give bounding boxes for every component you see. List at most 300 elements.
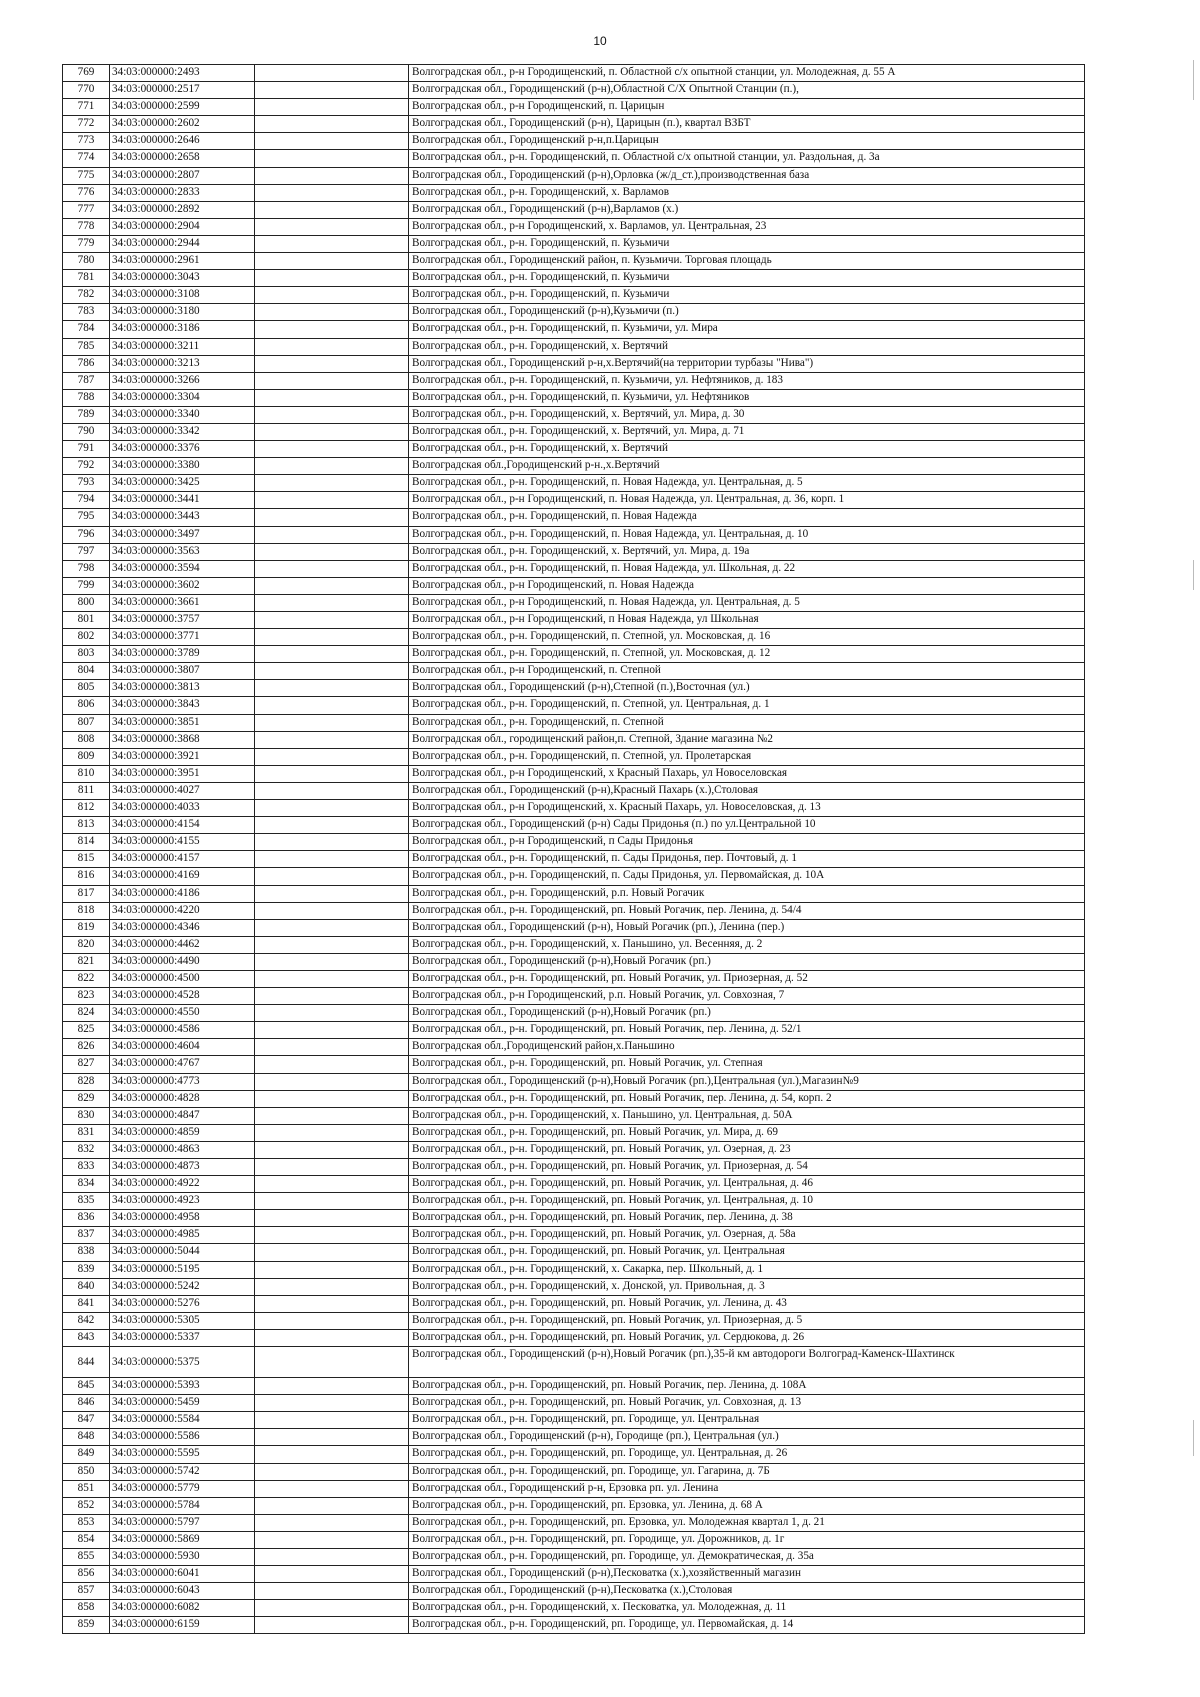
row-number-cell: 856 <box>63 1566 110 1583</box>
cadastral-number-cell: 34:03:000000:4586 <box>110 1022 255 1039</box>
row-number-cell: 772 <box>63 116 110 133</box>
empty-cell <box>255 1514 409 1531</box>
empty-cell <box>255 509 409 526</box>
row-number-cell: 827 <box>63 1056 110 1073</box>
address-cell: Волгоградская обл., р-н. Городищенский, п. Новая Надежда, ул. Центральная, д. 10 <box>409 526 1085 543</box>
cadastral-number-cell: 34:03:000000:4033 <box>110 800 255 817</box>
table-row <box>63 902 1085 919</box>
empty-cell <box>255 953 409 970</box>
cadastral-number-cell: 34:03:000000:2892 <box>110 201 255 218</box>
cadastral-number-cell: 34:03:000000:6041 <box>110 1566 255 1583</box>
empty-cell <box>255 646 409 663</box>
table-row <box>63 629 1085 646</box>
address-cell: Волгоградская обл., Городищенский (р-н),Кузьмичи (п.) <box>409 304 1085 321</box>
cadastral-number-cell: 34:03:000000:2658 <box>110 150 255 167</box>
table-row <box>63 919 1085 936</box>
cadastral-number-cell: 34:03:000000:5195 <box>110 1261 255 1278</box>
cadastral-number-cell: 34:03:000000:3180 <box>110 304 255 321</box>
address-cell: Волгоградская обл., р-н. Городищенский, рп. Городище, ул. Демократическая, д. 35а <box>409 1548 1085 1565</box>
address-cell: Волгоградская обл., р-н. Городищенский, рп. Городище, ул. Гагарина, д. 7Б <box>409 1463 1085 1480</box>
address-cell: Волгоградская обл.,Городищенский район,х.Паньшино <box>409 1039 1085 1056</box>
row-number-cell: 802 <box>63 629 110 646</box>
cadastral-number-cell: 34:03:000000:3868 <box>110 731 255 748</box>
cadastral-number-cell: 34:03:000000:4923 <box>110 1193 255 1210</box>
table-row <box>63 1124 1085 1141</box>
empty-cell <box>255 1583 409 1600</box>
row-number-cell: 842 <box>63 1312 110 1329</box>
empty-cell <box>255 817 409 834</box>
cadastral-number-cell: 34:03:000000:5930 <box>110 1548 255 1565</box>
row-number-cell: 788 <box>63 389 110 406</box>
address-cell: Волгоградская обл., р-н. Городищенский, х. Вертячий <box>409 441 1085 458</box>
row-number-cell: 821 <box>63 953 110 970</box>
table-row <box>63 1378 1085 1395</box>
cadastral-number-cell: 34:03:000000:4186 <box>110 885 255 902</box>
table-row <box>63 389 1085 406</box>
row-number-cell: 781 <box>63 270 110 287</box>
cadastral-number-cell: 34:03:000000:5586 <box>110 1429 255 1446</box>
cadastral-number-cell: 34:03:000000:3771 <box>110 629 255 646</box>
empty-cell <box>255 834 409 851</box>
empty-cell <box>255 133 409 150</box>
cadastral-number-cell: 34:03:000000:3921 <box>110 748 255 765</box>
address-cell: Волгоградская обл., Городищенский (р-н) Сады Придонья (п.) по ул.Центральной 10 <box>409 817 1085 834</box>
empty-cell <box>255 235 409 252</box>
table-row <box>63 1176 1085 1193</box>
empty-cell <box>255 714 409 731</box>
table-row <box>63 406 1085 423</box>
table-row <box>63 560 1085 577</box>
address-cell: Волгоградская обл., р-н. Городищенский, х. Сакарка, пер. Школьный, д. 1 <box>409 1261 1085 1278</box>
address-cell: Волгоградская обл., р-н Городищенский, п. Царицын <box>409 99 1085 116</box>
cadastral-number-cell: 34:03:000000:2961 <box>110 253 255 270</box>
empty-cell <box>255 1497 409 1514</box>
table-row <box>63 253 1085 270</box>
address-cell: Волгоградская обл., Городищенский (р-н),Новый Рогачик (рп.),35-й км автодороги Волгоград-Каменск-Шахтинск <box>409 1347 1085 1378</box>
row-number-cell: 853 <box>63 1514 110 1531</box>
cadastral-number-cell: 34:03:000000:4985 <box>110 1227 255 1244</box>
table-row <box>63 133 1085 150</box>
cadastral-number-cell: 34:03:000000:4157 <box>110 851 255 868</box>
empty-cell <box>255 1244 409 1261</box>
address-cell: Волгоградская обл., р-н. Городищенский, рп. Новый Рогачик, пер. Ленина, д. 54, корп. 2 <box>409 1090 1085 1107</box>
address-cell: Волгоградская обл., р-н. Городищенский, рп. Новый Рогачик, пер. Ленина, д. 52/1 <box>409 1022 1085 1039</box>
empty-cell <box>255 218 409 235</box>
address-cell: Волгоградская обл., р-н. Городищенский, п. Сады Придонья, пер. Почтовый, д. 1 <box>409 851 1085 868</box>
scan-edge-mark <box>1193 1420 1194 1456</box>
table-row <box>63 1039 1085 1056</box>
address-cell: Волгоградская обл., р-н. Городищенский, рп. Новый Рогачик, пер. Ленина, д. 38 <box>409 1210 1085 1227</box>
address-cell: Волгоградская обл., р-н. Городищенский, рп. Новый Рогачик, ул. Сердюкова, д. 26 <box>409 1329 1085 1346</box>
row-number-cell: 793 <box>63 475 110 492</box>
row-number-cell: 846 <box>63 1395 110 1412</box>
address-cell: Волгоградская обл., р-н. Городищенский, п. Степной <box>409 714 1085 731</box>
empty-cell <box>255 116 409 133</box>
table-row <box>63 1412 1085 1429</box>
empty-cell <box>255 800 409 817</box>
cadastral-number-cell: 34:03:000000:3213 <box>110 355 255 372</box>
cadastral-number-cell: 34:03:000000:5242 <box>110 1278 255 1295</box>
row-number-cell: 854 <box>63 1531 110 1548</box>
empty-cell <box>255 629 409 646</box>
cadastral-number-cell: 34:03:000000:5375 <box>110 1347 255 1378</box>
empty-cell <box>255 1159 409 1176</box>
cadastral-number-cell: 34:03:000000:5305 <box>110 1312 255 1329</box>
cadastral-number-cell: 34:03:000000:2602 <box>110 116 255 133</box>
row-number-cell: 778 <box>63 218 110 235</box>
row-number-cell: 769 <box>63 65 110 82</box>
empty-cell <box>255 1347 409 1378</box>
table-row <box>63 1617 1085 1634</box>
row-number-cell: 774 <box>63 150 110 167</box>
row-number-cell: 859 <box>63 1617 110 1634</box>
cadastral-number-cell: 34:03:000000:4154 <box>110 817 255 834</box>
empty-cell <box>255 287 409 304</box>
row-number-cell: 823 <box>63 988 110 1005</box>
table-row <box>63 988 1085 1005</box>
row-number-cell: 799 <box>63 577 110 594</box>
row-number-cell: 773 <box>63 133 110 150</box>
row-number-cell: 847 <box>63 1412 110 1429</box>
address-cell: Волгоградская обл., р-н. Городищенский, п. Областной с/х опытной станции, ул. Раздольная, д. 3а <box>409 150 1085 167</box>
row-number-cell: 770 <box>63 82 110 99</box>
cadastral-number-cell: 34:03:000000:4169 <box>110 868 255 885</box>
row-number-cell: 857 <box>63 1583 110 1600</box>
row-number-cell: 777 <box>63 201 110 218</box>
empty-cell <box>255 372 409 389</box>
row-number-cell: 851 <box>63 1480 110 1497</box>
cadastral-number-cell: 34:03:000000:5595 <box>110 1446 255 1463</box>
row-number-cell: 843 <box>63 1329 110 1346</box>
table-row <box>63 782 1085 799</box>
row-number-cell: 789 <box>63 406 110 423</box>
table-row <box>63 1261 1085 1278</box>
table-row <box>63 1073 1085 1090</box>
row-number-cell: 779 <box>63 235 110 252</box>
empty-cell <box>255 988 409 1005</box>
address-cell: Волгоградская обл., р-н. Городищенский, п. Кузьмичи, ул. Мира <box>409 321 1085 338</box>
address-cell: Волгоградская обл., р-н. Городищенский, п. Новая Надежда, ул. Центральная, д. 5 <box>409 475 1085 492</box>
empty-cell <box>255 594 409 611</box>
table-row <box>63 748 1085 765</box>
table-row <box>63 338 1085 355</box>
address-cell: Волгоградская обл., р-н Городищенский, р.п. Новый Рогачик, ул. Совхозная, 7 <box>409 988 1085 1005</box>
cadastral-number-cell: 34:03:000000:3843 <box>110 697 255 714</box>
address-cell: Волгоградская обл., р-н Городищенский, п. Степной <box>409 663 1085 680</box>
row-number-cell: 840 <box>63 1278 110 1295</box>
address-cell: Волгоградская обл., р-н. Городищенский, рп. Новый Рогачик, ул. Приозерная, д. 5 <box>409 1312 1085 1329</box>
empty-cell <box>255 1600 409 1617</box>
table-row <box>63 321 1085 338</box>
table-row <box>63 834 1085 851</box>
address-cell: Волгоградская обл., р-н. Городищенский, рп. Новый Рогачик, ул. Центральная <box>409 1244 1085 1261</box>
empty-cell <box>255 902 409 919</box>
address-cell: Волгоградская обл., р-н. Городищенский, п. Новая Надежда, ул. Школьная, д. 22 <box>409 560 1085 577</box>
table-row <box>63 1244 1085 1261</box>
row-number-cell: 819 <box>63 919 110 936</box>
table-row <box>63 99 1085 116</box>
cadastral-number-cell: 34:03:000000:6159 <box>110 1617 255 1634</box>
empty-cell <box>255 65 409 82</box>
table-row <box>63 1141 1085 1158</box>
empty-cell <box>255 663 409 680</box>
cadastral-number-cell: 34:03:000000:5779 <box>110 1480 255 1497</box>
empty-cell <box>255 936 409 953</box>
table-row <box>63 817 1085 834</box>
row-number-cell: 798 <box>63 560 110 577</box>
row-number-cell: 858 <box>63 1600 110 1617</box>
cadastral-number-cell: 34:03:000000:3304 <box>110 389 255 406</box>
row-number-cell: 785 <box>63 338 110 355</box>
row-number-cell: 829 <box>63 1090 110 1107</box>
cadastral-number-cell: 34:03:000000:4550 <box>110 1005 255 1022</box>
row-number-cell: 826 <box>63 1039 110 1056</box>
row-number-cell: 805 <box>63 680 110 697</box>
cadastral-number-cell: 34:03:000000:6082 <box>110 1600 255 1617</box>
table-row <box>63 936 1085 953</box>
row-number-cell: 801 <box>63 612 110 629</box>
address-cell: Волгоградская обл., р-н. Городищенский, п. Кузьмичи <box>409 235 1085 252</box>
row-number-cell: 836 <box>63 1210 110 1227</box>
empty-cell <box>255 526 409 543</box>
empty-cell <box>255 150 409 167</box>
address-cell: Волгоградская обл., р-н. Городищенский, х. Варламов <box>409 184 1085 201</box>
cadastral-number-cell: 34:03:000000:5337 <box>110 1329 255 1346</box>
table-row <box>63 1022 1085 1039</box>
row-number-cell: 791 <box>63 441 110 458</box>
empty-cell <box>255 1617 409 1634</box>
row-number-cell: 838 <box>63 1244 110 1261</box>
table-row <box>63 1600 1085 1617</box>
cadastral-number-cell: 34:03:000000:3813 <box>110 680 255 697</box>
cadastral-number-cell: 34:03:000000:4863 <box>110 1141 255 1158</box>
cadastral-number-cell: 34:03:000000:2493 <box>110 65 255 82</box>
table-row <box>63 1329 1085 1346</box>
table-row <box>63 441 1085 458</box>
row-number-cell: 808 <box>63 731 110 748</box>
table-row <box>63 270 1085 287</box>
cadastral-number-cell: 34:03:000000:3807 <box>110 663 255 680</box>
empty-cell <box>255 1395 409 1412</box>
empty-cell <box>255 99 409 116</box>
row-number-cell: 825 <box>63 1022 110 1039</box>
empty-cell <box>255 885 409 902</box>
empty-cell <box>255 270 409 287</box>
cadastral-number-cell: 34:03:000000:2807 <box>110 167 255 184</box>
table-row <box>63 1090 1085 1107</box>
row-number-cell: 790 <box>63 423 110 440</box>
empty-cell <box>255 1039 409 1056</box>
cadastral-number-cell: 34:03:000000:3266 <box>110 372 255 389</box>
row-number-cell: 830 <box>63 1107 110 1124</box>
table-row <box>63 868 1085 885</box>
table-row <box>63 1429 1085 1446</box>
cadastral-number-cell: 34:03:000000:4859 <box>110 1124 255 1141</box>
empty-cell <box>255 748 409 765</box>
cadastral-number-cell: 34:03:000000:4873 <box>110 1159 255 1176</box>
table-row <box>63 697 1085 714</box>
row-number-cell: 814 <box>63 834 110 851</box>
cadastral-number-cell: 34:03:000000:2517 <box>110 82 255 99</box>
row-number-cell: 792 <box>63 458 110 475</box>
row-number-cell: 804 <box>63 663 110 680</box>
empty-cell <box>255 1124 409 1141</box>
empty-cell <box>255 321 409 338</box>
address-cell: Волгоградская обл., р-н. Городищенский, п. Степной, ул. Московская, д. 16 <box>409 629 1085 646</box>
row-number-cell: 809 <box>63 748 110 765</box>
address-cell: Волгоградская обл., Городищенский (р-н),Песковатка (х.),хозяйственный магазин <box>409 1566 1085 1583</box>
row-number-cell: 783 <box>63 304 110 321</box>
empty-cell <box>255 765 409 782</box>
row-number-cell: 786 <box>63 355 110 372</box>
row-number-cell: 810 <box>63 765 110 782</box>
address-cell: Волгоградская обл., Городищенский (р-н),Красный Пахарь (х.),Столовая <box>409 782 1085 799</box>
table-row <box>63 82 1085 99</box>
address-cell: Волгоградская обл., Городищенский (р-н),Песковатка (х.),Столовая <box>409 1583 1085 1600</box>
address-cell: Волгоградская обл., р-н. Городищенский, рп. Новый Рогачик, ул. Приозерная, д. 52 <box>409 970 1085 987</box>
address-cell: Волгоградская обл., р-н. Городищенский, х. Донской, ул. Привольная, д. 3 <box>409 1278 1085 1295</box>
empty-cell <box>255 1141 409 1158</box>
cadastral-number-cell: 34:03:000000:3661 <box>110 594 255 611</box>
row-number-cell: 855 <box>63 1548 110 1565</box>
cadastral-number-cell: 34:03:000000:3342 <box>110 423 255 440</box>
address-cell: Волгоградская обл., р-н Городищенский, п. Областной с/х опытной станции, ул. Молодежная, д. 55 А <box>409 65 1085 82</box>
empty-cell <box>255 543 409 560</box>
cadastral-number-cell: 34:03:000000:4220 <box>110 902 255 919</box>
row-number-cell: 806 <box>63 697 110 714</box>
table-row <box>63 800 1085 817</box>
table-row <box>63 1514 1085 1531</box>
empty-cell <box>255 1073 409 1090</box>
empty-cell <box>255 970 409 987</box>
table-row <box>63 663 1085 680</box>
row-number-cell: 787 <box>63 372 110 389</box>
table-row <box>63 1295 1085 1312</box>
table-row <box>63 1278 1085 1295</box>
row-number-cell: 818 <box>63 902 110 919</box>
cadastral-number-cell: 34:03:000000:2904 <box>110 218 255 235</box>
empty-cell <box>255 1548 409 1565</box>
empty-cell <box>255 919 409 936</box>
table-row <box>63 65 1085 82</box>
cadastral-number-cell: 34:03:000000:3497 <box>110 526 255 543</box>
row-number-cell: 803 <box>63 646 110 663</box>
row-number-cell: 844 <box>63 1347 110 1378</box>
address-cell: Волгоградская обл., р-н. Городищенский, п. Сады Придонья, ул. Первомайская, д. 10А <box>409 868 1085 885</box>
row-number-cell: 795 <box>63 509 110 526</box>
cadastral-number-cell: 34:03:000000:5393 <box>110 1378 255 1395</box>
cadastral-number-cell: 34:03:000000:3757 <box>110 612 255 629</box>
empty-cell <box>255 1210 409 1227</box>
row-number-cell: 834 <box>63 1176 110 1193</box>
table-row <box>63 612 1085 629</box>
table-row <box>63 1446 1085 1463</box>
table-row <box>63 885 1085 902</box>
address-cell: Волгоградская обл., р-н. Городищенский, рп. Новый Рогачик, ул. Озерная, д. 58а <box>409 1227 1085 1244</box>
table-row <box>63 1227 1085 1244</box>
empty-cell <box>255 1531 409 1548</box>
table-row <box>63 851 1085 868</box>
row-number-cell: 812 <box>63 800 110 817</box>
cadastral-number-cell: 34:03:000000:3043 <box>110 270 255 287</box>
address-cell: Волгоградская обл., р-н. Городищенский, рп. Новый Рогачик, ул. Совхозная, д. 13 <box>409 1395 1085 1412</box>
address-cell: Волгоградская обл., Городищенский (р-н),Новый Рогачик (рп.) <box>409 953 1085 970</box>
row-number-cell: 832 <box>63 1141 110 1158</box>
row-number-cell: 816 <box>63 868 110 885</box>
empty-cell <box>255 1566 409 1583</box>
scan-edge-mark <box>1193 560 1194 590</box>
cadastral-number-cell: 34:03:000000:3563 <box>110 543 255 560</box>
cadastral-number-cell: 34:03:000000:6043 <box>110 1583 255 1600</box>
address-cell: Волгоградская обл., р-н. Городищенский, рп. Новый Рогачик, пер. Ленина, д. 108А <box>409 1378 1085 1395</box>
table-row <box>63 475 1085 492</box>
address-cell: Волгоградская обл., Городищенский р-н,п.Царицын <box>409 133 1085 150</box>
empty-cell <box>255 492 409 509</box>
cadastral-number-cell: 34:03:000000:2599 <box>110 99 255 116</box>
table-row <box>63 1548 1085 1565</box>
row-number-cell: 822 <box>63 970 110 987</box>
table-row <box>63 731 1085 748</box>
table-row <box>63 1480 1085 1497</box>
cadastral-number-cell: 34:03:000000:3376 <box>110 441 255 458</box>
address-cell: Волгоградская обл., р-н. Городищенский, рп. Новый Рогачик, ул. Ленина, д. 43 <box>409 1295 1085 1312</box>
empty-cell <box>255 1312 409 1329</box>
empty-cell <box>255 167 409 184</box>
address-cell: Волгоградская обл., р-н. Городищенский, х. Паньшино, ул. Центральная, д. 50А <box>409 1107 1085 1124</box>
cadastral-number-cell: 34:03:000000:4155 <box>110 834 255 851</box>
row-number-cell: 813 <box>63 817 110 834</box>
address-cell: Волгоградская обл., р-н Городищенский, п Сады Придонья <box>409 834 1085 851</box>
cadastral-number-cell: 34:03:000000:5459 <box>110 1395 255 1412</box>
address-cell: Волгоградская обл., р-н. Городищенский, х. Вертячий, ул. Мира, д. 30 <box>409 406 1085 423</box>
empty-cell <box>255 1176 409 1193</box>
address-cell: Волгоградская обл., Городищенский (р-н), Царицын (п.), квартал ВЗБТ <box>409 116 1085 133</box>
empty-cell <box>255 304 409 321</box>
address-cell: Волгоградская обл., р-н. Городищенский, п. Степной, ул. Центральная, д. 1 <box>409 697 1085 714</box>
address-cell: Волгоградская обл., Городищенский р-н,х.Вертячий(на территории турбазы "Нива") <box>409 355 1085 372</box>
table-row <box>63 304 1085 321</box>
row-number-cell: 850 <box>63 1463 110 1480</box>
empty-cell <box>255 338 409 355</box>
empty-cell <box>255 868 409 885</box>
table-row <box>63 116 1085 133</box>
row-number-cell: 828 <box>63 1073 110 1090</box>
empty-cell <box>255 851 409 868</box>
row-number-cell: 831 <box>63 1124 110 1141</box>
empty-cell <box>255 475 409 492</box>
cadastral-number-cell: 34:03:000000:3441 <box>110 492 255 509</box>
cadastral-number-cell: 34:03:000000:3602 <box>110 577 255 594</box>
empty-cell <box>255 82 409 99</box>
table-row <box>63 1107 1085 1124</box>
address-cell: Волгоградская обл., р-н. Городищенский, рп. Городище, ул. Центральная <box>409 1412 1085 1429</box>
cadastral-number-cell: 34:03:000000:3951 <box>110 765 255 782</box>
address-cell: Волгоградская обл., Городищенский (р-н),Областной С/Х Опытной Станции (п.), <box>409 82 1085 99</box>
address-cell: Волгоградская обл., р-н Городищенский, п. Новая Надежда, ул. Центральная, д. 5 <box>409 594 1085 611</box>
cadastral-number-cell: 34:03:000000:3443 <box>110 509 255 526</box>
address-cell: Волгоградская обл., р-н. Городищенский, рп. Новый Рогачик, ул. Центральная, д. 10 <box>409 1193 1085 1210</box>
table-row <box>63 1566 1085 1583</box>
address-cell: Волгоградская обл., р-н. Городищенский, п. Степной, ул. Пролетарская <box>409 748 1085 765</box>
cadastral-number-cell: 34:03:000000:4490 <box>110 953 255 970</box>
address-cell: Волгоградская обл., Городищенский район, п. Кузьмичи. Торговая площадь <box>409 253 1085 270</box>
empty-cell <box>255 201 409 218</box>
row-number-cell: 845 <box>63 1378 110 1395</box>
row-number-cell: 820 <box>63 936 110 953</box>
address-cell: Волгоградская обл., р-н. Городищенский, х. Паньшино, ул. Весенняя, д. 2 <box>409 936 1085 953</box>
row-number-cell: 841 <box>63 1295 110 1312</box>
address-cell: Волгоградская обл., р-н Городищенский, х. Варламов, ул. Центральная, 23 <box>409 218 1085 235</box>
